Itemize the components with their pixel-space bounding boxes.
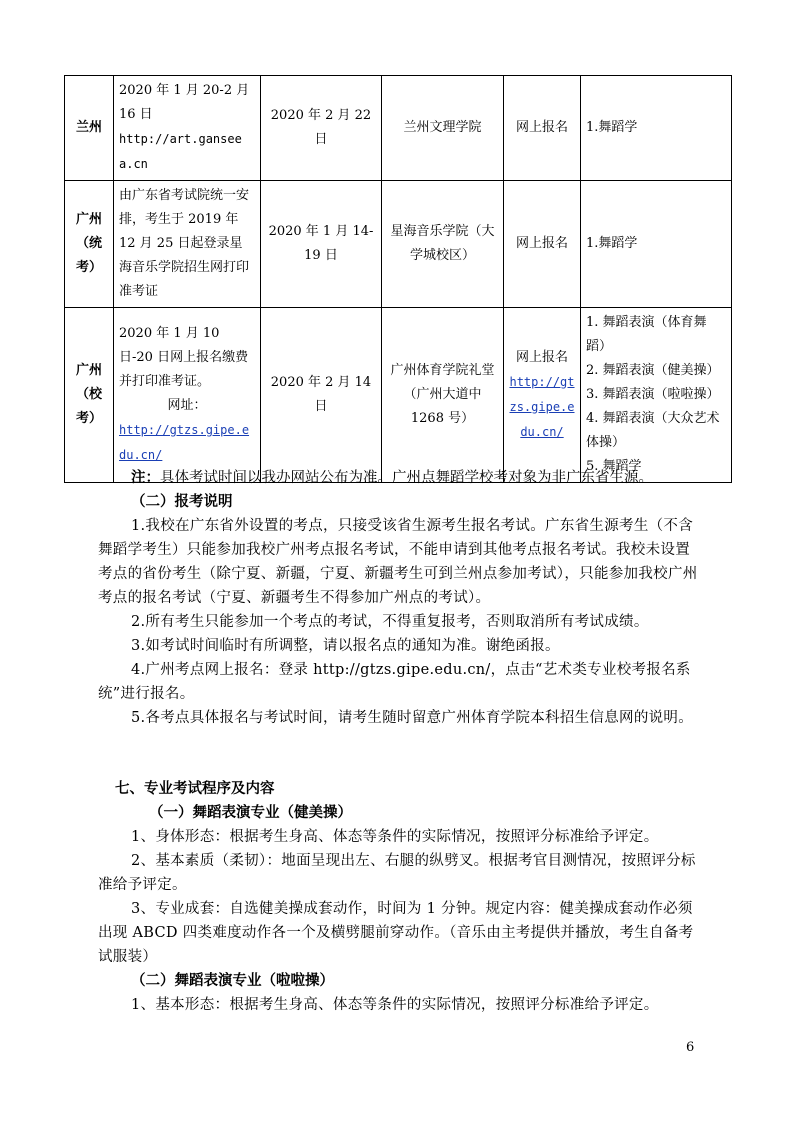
- subsection-heading-cheerleading: （二）舞蹈表演专业（啦啦操）: [131, 972, 334, 989]
- table-row: [65, 76, 732, 181]
- paragraph: 1、身体形态：根据考生身高、体态等条件的实际情况，按照评分标准给予评定。: [131, 829, 659, 845]
- method-cell: 网上报名: [504, 181, 581, 308]
- paragraph: 1、基本形态：根据考生身高、体态等条件的实际情况，按照评分标准给予评定。: [131, 997, 659, 1013]
- table-row: [65, 181, 732, 308]
- exam-schedule-table: [64, 75, 732, 483]
- venue-cell: 兰州文理学院: [382, 76, 504, 181]
- paragraph: 3.如考试时间临时有所调整，请以报名点的通知为准。谢绝函报。: [131, 638, 560, 654]
- exam-date-cell: 2020 年 2 月 14 日: [261, 308, 382, 483]
- registration-cell: 2020 年 1 月 10 日-20 日网上报名缴费并打印准考证。 网址： http://gtzs.gipe.edu.cn/: [114, 308, 261, 483]
- programs-cell: 1.舞蹈学: [581, 181, 732, 308]
- method-link[interactable]: http://gtzs.gipe.edu.cn/: [509, 374, 575, 439]
- exam-date-cell: 2020 年 2 月 22 日: [261, 76, 382, 181]
- paragraph: 3、专业成套：自选健美操成套动作，时间为 1 分钟。规定内容：健美操成套动作必须出现 ABCD 四类难度动作各一个及横劈腿前穿动作。（音乐由主考提供并播放，考生自备考试服装）: [98, 901, 694, 965]
- paragraph: 2.所有考生只能参加一个考点的考试，不得重复报考，否则取消所有考试成绩。: [131, 614, 649, 630]
- venue-cell: 星海音乐学院（大学城校区）: [382, 181, 504, 308]
- paragraph: 1.我校在广东省外设置的考点，只接受该省生源考生报名考试。广东省生源考生（不含舞蹈学考生）只能参加我校广州考点报名考试，不能申请到其他考点报名考试。我校未设置考点的省份考生（除宁夏、新疆，宁夏、新疆考生可到兰州点参加考试），只能参加我校广州考点的报名考试（宁夏、新疆考生不得参加广州点的考试）。: [98, 518, 698, 606]
- exam-date-cell: 2020 年 1 月 14-19 日: [261, 181, 382, 308]
- table-note: 注：具体考试时间以我办网站公布为准。广州点舞蹈学校考对象为非广东省生源。: [131, 469, 653, 486]
- section-heading-7: 七、专业考试程序及内容: [115, 780, 275, 797]
- subsection-heading-aerobics: （一）舞蹈表演专业（健美操）: [149, 804, 352, 821]
- registration-cell: 2020 年 1 月 20-2 月 16 日 http://art.ganseea.cn: [114, 76, 261, 181]
- paragraph: 5.各考点具体报名与考试时间，请考生随时留意广州体育学院本科招生信息网的说明。: [131, 710, 694, 726]
- city-cell: 广州（统考）: [65, 181, 114, 308]
- programs-cell: 1.舞蹈学: [581, 76, 732, 181]
- page-number: 6: [686, 1040, 695, 1055]
- section-heading-baokao: （二）报考说明: [131, 493, 233, 510]
- programs-cell: 1. 舞蹈表演（体育舞蹈） 2. 舞蹈表演（健美操） 3. 舞蹈表演（啦啦操） 4. 舞蹈表演（大众艺术体操） 5. 舞蹈学: [581, 308, 732, 483]
- method-cell: 网上报名 http://gtzs.gipe.edu.cn/: [504, 308, 581, 483]
- registration-url: http://art.ganseea.cn: [119, 132, 242, 171]
- paragraph: 2、基本素质（柔韧）：地面呈现出左、右腿的纵劈叉。根据考官目测情况，按照评分标准给予评定。: [98, 853, 696, 893]
- registration-cell: 由广东省考试院统一安排，考生于 2019 年 12 月 25 日起登录星海音乐学院招生网打印准考证: [114, 181, 261, 308]
- city-cell: 广州（校考）: [65, 308, 114, 483]
- venue-cell: 广州体育学院礼堂（广州大道中 1268 号）: [382, 308, 504, 483]
- registration-link[interactable]: http://gtzs.gipe.edu.cn/: [119, 423, 250, 462]
- city-cell: 兰州: [65, 76, 114, 181]
- method-cell: 网上报名: [504, 76, 581, 181]
- table-row: [65, 308, 732, 483]
- paragraph: 4.广州考点网上报名：登录 http://gtzs.gipe.edu.cn/，点击“艺术类专业校考报名系统”进行报名。: [98, 662, 691, 702]
